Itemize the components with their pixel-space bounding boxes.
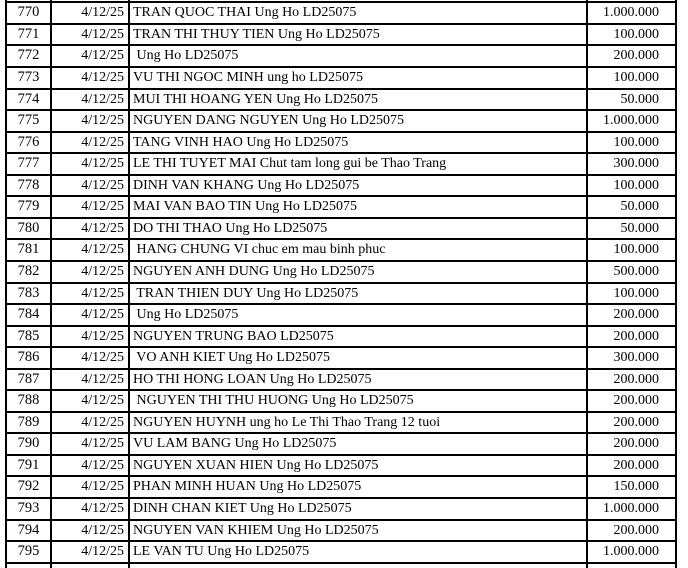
table-row [7, 219, 675, 241]
amount-cell [588, 0, 675, 1]
description-cell: PHAN MINH HUAN Ung Ho LD25075 [130, 477, 588, 497]
row-number-cell: 776 [7, 133, 52, 153]
row-number-cell: 771 [7, 25, 52, 45]
row-number-cell: 781 [7, 240, 52, 260]
date-cell [52, 0, 130, 1]
date-cell: 4/12/25 [52, 348, 130, 368]
row-number-cell: 778 [7, 176, 52, 196]
description-cell: NGUYEN THI THU HUONG Ung Ho LD25075 [130, 391, 588, 411]
amount-cell: 200.000 [613, 522, 659, 538]
row-number-cell: 772 [7, 46, 52, 66]
date-cell: 4/12/25 [52, 499, 130, 519]
table-row [7, 90, 675, 112]
date-cell: 4/12/25 [52, 154, 130, 174]
date-cell: 4/12/25 [52, 434, 130, 454]
row-number-cell: 773 [7, 68, 52, 88]
table-row [7, 68, 675, 90]
row-number-cell: 775 [7, 111, 52, 131]
description-cell: DINH VAN KHANG Ung Ho LD25075 [130, 176, 588, 196]
table-row [7, 542, 675, 564]
table-row [7, 111, 675, 133]
row-number-cell: 785 [7, 327, 52, 347]
date-cell: 4/12/25 [52, 370, 130, 390]
table-body [7, 3, 675, 563]
row-number-cell: 782 [7, 262, 52, 282]
amount-cell: 1.000.000 [603, 113, 659, 129]
table-row [7, 413, 675, 435]
description-cell: NGUYEN DANG NGUYEN Ung Ho LD25075 [130, 111, 588, 131]
amount-cell: 100.000 [613, 26, 659, 42]
description-cell: NGUYEN HUYNH ung ho Le Thi Thao Trang 12 tuoi [130, 413, 588, 433]
amount-cell: 500.000 [613, 263, 659, 279]
date-cell: 4/12/25 [52, 46, 130, 66]
row-number-cell: 770 [7, 3, 52, 23]
description-cell: NGUYEN ANH DUNG Ung Ho LD25075 [130, 262, 588, 282]
table-row [7, 499, 675, 521]
row-number-cell: 790 [7, 434, 52, 454]
date-cell: 4/12/25 [52, 25, 130, 45]
description-cell: TRAN QUOC THAI Ung Ho LD25075 [130, 3, 588, 23]
amount-cell: 1.000.000 [603, 5, 659, 21]
table-row [7, 46, 675, 68]
table-row [7, 262, 675, 284]
description-cell: MAI VAN BAO TIN Ung Ho LD25075 [130, 197, 588, 217]
table-row [7, 154, 675, 176]
amount-cell: 200.000 [613, 457, 659, 473]
date-cell: 4/12/25 [52, 327, 130, 347]
table-row [7, 434, 675, 456]
description-cell: HO THI HONG LOAN Ung Ho LD25075 [130, 370, 588, 390]
description-cell: Ung Ho LD25075 [130, 46, 588, 66]
row-number-cell [7, 0, 52, 1]
amount-cell: 50.000 [620, 91, 659, 107]
table-row [7, 133, 675, 155]
amount-cell: 200.000 [613, 48, 659, 64]
date-cell: 4/12/25 [52, 456, 130, 476]
table-row [7, 25, 675, 47]
amount-cell: 100.000 [613, 285, 659, 301]
row-number-cell: 792 [7, 477, 52, 497]
amount-cell: 300.000 [613, 156, 659, 172]
table-row [7, 477, 675, 499]
description-cell: VU LAM BANG Ung Ho LD25075 [130, 434, 588, 454]
description-cell: NGUYEN XUAN HIEN Ung Ho LD25075 [130, 456, 588, 476]
table-row [7, 456, 675, 478]
date-cell: 4/12/25 [52, 413, 130, 433]
row-number-cell: 780 [7, 219, 52, 239]
amount-cell: 200.000 [613, 328, 659, 344]
date-cell: 4/12/25 [52, 477, 130, 497]
description-cell: Ung Ho LD25075 [130, 305, 588, 325]
description-cell: HANG CHUNG VI chuc em mau binh phuc [130, 240, 588, 260]
row-number-cell: 783 [7, 284, 52, 304]
date-cell: 4/12/25 [52, 240, 130, 260]
table-row [7, 391, 675, 413]
row-number-cell: 791 [7, 456, 52, 476]
amount-cell [588, 564, 675, 568]
amount-cell: 100.000 [613, 134, 659, 150]
date-cell: 4/12/25 [52, 133, 130, 153]
amount-cell: 150.000 [613, 479, 659, 495]
date-cell: 4/12/25 [52, 521, 130, 541]
description-cell [130, 0, 588, 1]
row-number-cell: 793 [7, 499, 52, 519]
amount-cell: 50.000 [620, 199, 659, 215]
amount-cell: 1.000.000 [603, 544, 659, 560]
table-row [7, 348, 675, 370]
amount-cell: 100.000 [613, 70, 659, 86]
amount-cell: 50.000 [620, 220, 659, 236]
description-cell: DINH CHAN KIET Ung Ho LD25075 [130, 499, 588, 519]
date-cell: 4/12/25 [52, 197, 130, 217]
amount-cell: 200.000 [613, 307, 659, 323]
table-row [7, 305, 675, 327]
row-number-cell: 794 [7, 521, 52, 541]
description-cell: VO ANH KIET Ung Ho LD25075 [130, 348, 588, 368]
description-cell: DO THI THAO Ung Ho LD25075 [130, 219, 588, 239]
date-cell: 4/12/25 [52, 68, 130, 88]
amount-cell: 100.000 [613, 177, 659, 193]
row-number-cell: 786 [7, 348, 52, 368]
amount-cell: 300.000 [613, 350, 659, 366]
row-number-cell: 784 [7, 305, 52, 325]
row-number-cell: 787 [7, 370, 52, 390]
table-row [7, 197, 675, 219]
table-row [7, 521, 675, 543]
description-cell: VU THI NGOC MINH ung ho LD25075 [130, 68, 588, 88]
description-cell: NGUYEN VAN KHIEM Ung Ho LD25075 [130, 521, 588, 541]
row-number-cell: 779 [7, 197, 52, 217]
date-cell: 4/12/25 [52, 176, 130, 196]
description-cell: LE VAN TU Ung Ho LD25075 [130, 542, 588, 562]
description-cell: TRAN THI THUY TIEN Ung Ho LD25075 [130, 25, 588, 45]
row-number-cell: 777 [7, 154, 52, 174]
description-cell: TRAN THIEN DUY Ung Ho LD25075 [130, 284, 588, 304]
date-cell: 4/12/25 [52, 3, 130, 23]
amount-cell: 200.000 [613, 371, 659, 387]
table-row [7, 327, 675, 349]
row-number-cell: 788 [7, 391, 52, 411]
date-cell: 4/12/25 [52, 305, 130, 325]
date-cell: 4/12/25 [52, 391, 130, 411]
amount-cell: 1.000.000 [603, 500, 659, 516]
description-cell: NGUYEN TRUNG BAO LD25075 [130, 327, 588, 347]
donation-statement-table [5, 0, 677, 568]
description-cell [130, 564, 588, 568]
table-row [7, 3, 675, 25]
date-cell: 4/12/25 [52, 219, 130, 239]
table-row-partial-bottom [7, 564, 675, 568]
description-cell: MUI THI HOANG YEN Ung Ho LD25075 [130, 90, 588, 110]
amount-cell: 200.000 [613, 393, 659, 409]
date-cell: 4/12/25 [52, 90, 130, 110]
row-number-cell: 795 [7, 542, 52, 562]
row-number-cell [7, 564, 52, 568]
date-cell: 4/12/25 [52, 111, 130, 131]
table-row [7, 176, 675, 198]
row-number-cell: 789 [7, 413, 52, 433]
amount-cell: 200.000 [613, 414, 659, 430]
date-cell: 4/12/25 [52, 262, 130, 282]
date-cell: 4/12/25 [52, 542, 130, 562]
amount-cell: 200.000 [613, 436, 659, 452]
row-number-cell: 774 [7, 90, 52, 110]
date-cell [52, 564, 130, 568]
table-row [7, 240, 675, 262]
amount-cell: 100.000 [613, 242, 659, 258]
table-row [7, 370, 675, 392]
table-row [7, 284, 675, 306]
description-cell: LE THI TUYET MAI Chut tam long gui be Thao Trang [130, 154, 588, 174]
description-cell: TANG VINH HAO Ung Ho LD25075 [130, 133, 588, 153]
date-cell: 4/12/25 [52, 284, 130, 304]
